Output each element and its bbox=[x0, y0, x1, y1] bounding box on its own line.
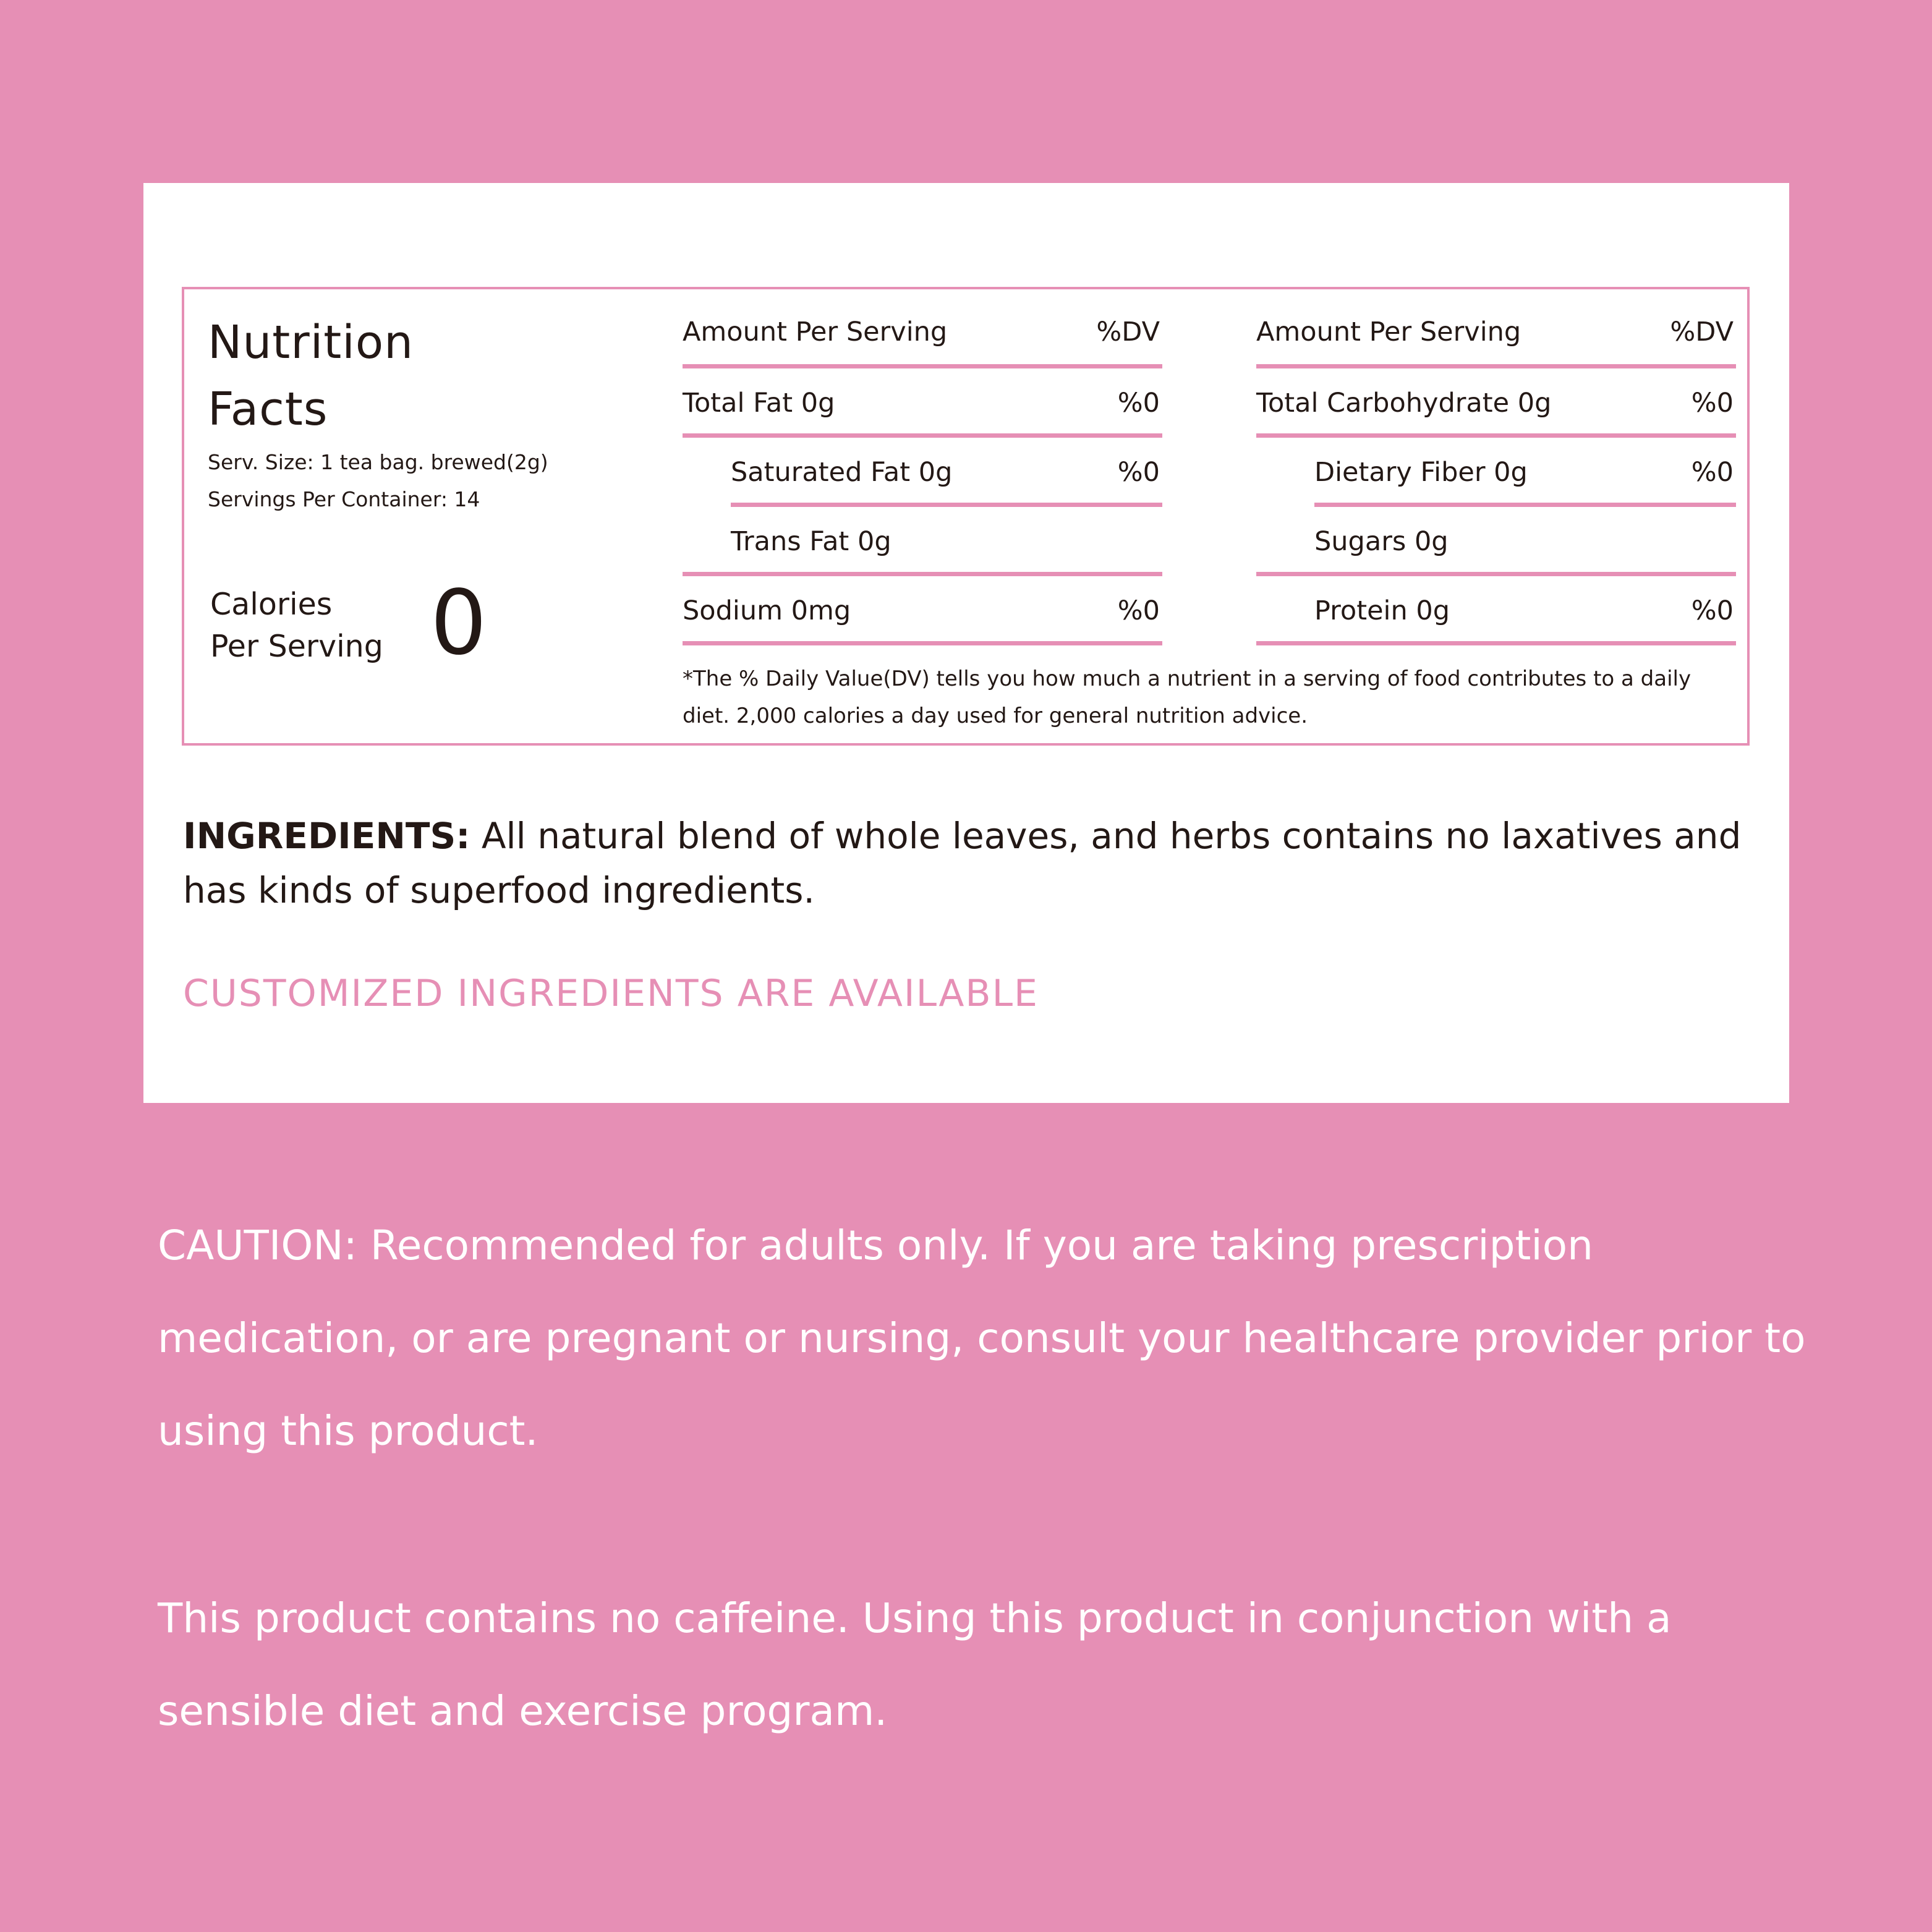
nutrient-row bbox=[1256, 507, 1736, 576]
nutrient-label: Protein 0g bbox=[1314, 595, 1450, 626]
divider bbox=[683, 364, 1162, 368]
divider bbox=[1314, 503, 1736, 507]
nutrient-label: Dietary Fiber 0g bbox=[1314, 457, 1528, 488]
nutrient-label: Sodium 0mg bbox=[683, 595, 851, 626]
nutrient-label: Sugars 0g bbox=[1314, 526, 1449, 557]
dv-footnote: *The % Daily Value(DV) tells you how much a nutrient in a serving of food contributes to a daily diet. 2,000 calories a day used for general nutrition advice. bbox=[683, 666, 1692, 728]
nutrient-dv: %0 bbox=[1691, 388, 1734, 419]
divider bbox=[731, 503, 1162, 507]
calories-label bbox=[210, 584, 417, 668]
column-header bbox=[1256, 289, 1736, 368]
divider bbox=[1256, 433, 1736, 438]
ingredients-label: INGREDIENTS: bbox=[183, 815, 470, 857]
customized-ingredients-note: CUSTOMIZED INGREDIENTS ARE AVAILABLE bbox=[183, 972, 1039, 1015]
calories-value: 0 bbox=[430, 571, 487, 674]
nutrient-label: Trans Fat 0g bbox=[731, 526, 892, 557]
nutrition-card bbox=[143, 183, 1789, 1103]
calories-block bbox=[210, 571, 487, 674]
nutrient-row bbox=[683, 368, 1162, 438]
dv-header: %DV bbox=[1096, 317, 1160, 347]
divider bbox=[683, 572, 1162, 576]
nutrient-row bbox=[1256, 368, 1736, 438]
nutrient-label: Total Carbohydrate 0g bbox=[1256, 388, 1552, 419]
ingredients-paragraph bbox=[183, 809, 1784, 917]
nutrient-dv: %0 bbox=[1117, 388, 1160, 419]
divider bbox=[1256, 364, 1736, 368]
servings-per-container: Servings Per Container: 14 bbox=[208, 487, 480, 511]
facts-summary bbox=[208, 308, 640, 518]
facts-title-line1: Nutrition bbox=[208, 316, 414, 369]
divider bbox=[1256, 572, 1736, 576]
nutrient-row bbox=[683, 576, 1162, 645]
caffeine-note: This product contains no caffeine. Using this product in conjunction with a sensible diet and exercise program. bbox=[158, 1594, 1672, 1735]
nutrient-row bbox=[683, 507, 1162, 576]
nutrient-dv: %0 bbox=[1691, 595, 1734, 626]
nutrient-label: Saturated Fat 0g bbox=[731, 457, 953, 488]
nutrient-dv: %0 bbox=[1117, 595, 1160, 626]
serving-size: Serv. Size: 1 tea bag. brewed(2g) bbox=[208, 450, 548, 474]
facts-title-line2: Facts bbox=[208, 383, 328, 436]
nutrient-column-left bbox=[683, 289, 1162, 645]
divider bbox=[683, 433, 1162, 438]
divider bbox=[683, 641, 1162, 645]
divider bbox=[1256, 641, 1736, 645]
ingredients-text: All natural blend of whole leaves, and herbs contains no laxatives and has kinds of superfood ingredients. bbox=[183, 815, 1742, 911]
nutrient-row bbox=[1256, 576, 1736, 645]
caution-text: CAUTION: Recommended for adults only. If you are taking prescription medication, or are pregnant or nursing, consult your healthcare provider prior to using this product. bbox=[158, 1222, 1806, 1455]
nutrient-row bbox=[1256, 438, 1736, 507]
calories-label-line2: Per Serving bbox=[210, 629, 383, 664]
nutrient-dv: %0 bbox=[1117, 457, 1160, 488]
nutrient-label: Total Fat 0g bbox=[683, 388, 835, 419]
nutrient-column-right bbox=[1256, 289, 1736, 645]
calories-label-line1: Calories bbox=[210, 587, 333, 622]
nutrient-row bbox=[683, 438, 1162, 507]
nutrient-dv: %0 bbox=[1691, 457, 1734, 488]
column-header bbox=[683, 289, 1162, 368]
amount-per-serving-label: Amount Per Serving bbox=[1256, 317, 1521, 347]
amount-per-serving-label: Amount Per Serving bbox=[683, 317, 948, 347]
nutrition-facts-panel bbox=[182, 287, 1750, 746]
dv-header: %DV bbox=[1670, 317, 1734, 347]
